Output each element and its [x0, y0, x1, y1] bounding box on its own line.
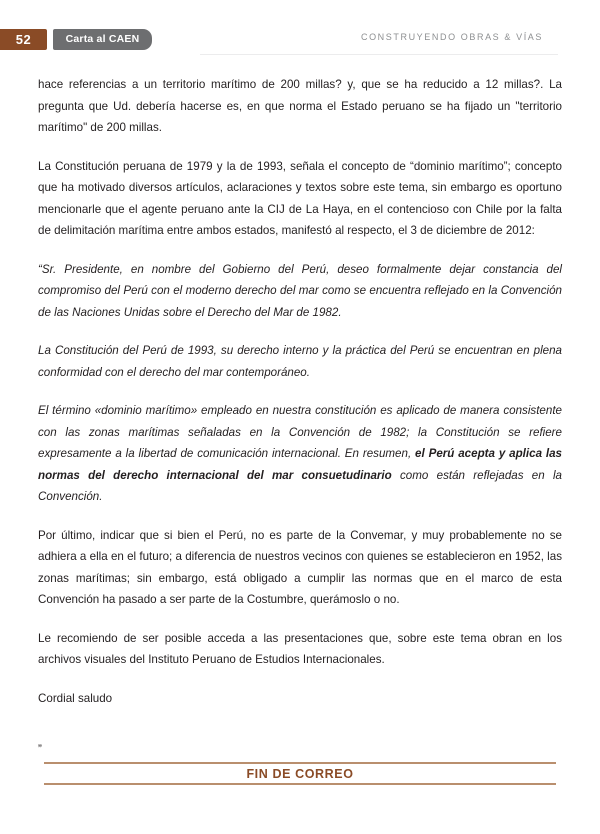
- section-tab: [53, 29, 152, 50]
- page-header: [0, 0, 600, 62]
- page-number-badge: [0, 29, 47, 50]
- paragraph-convemar: Por último, indicar que si bien el Perú, no es parte de la Convemar, y muy probablemente no se adhiera a ella en el futuro; a diferencia de nuestros vecinos con quienes se establecieron en 1952, las zonas marítimas; sin embargo, está obligado a cumplir las normas que en el marco de esta Convención ha pasado a ser parte de la Costumbre, querámoslo o no.: [38, 528, 562, 606]
- footer-rule-bottom: [44, 783, 556, 785]
- quote-3-emphasis: el Perú acepta y aplica las normas del derecho internacional del mar consuetudinario: [38, 447, 562, 482]
- quote-paragraph-2: La Constitución del Perú de 1993, su derecho interno y la práctica del Perú se encuentran en plena conformidad con el derecho del mar contemporáneo.: [38, 344, 562, 379]
- closing-quotation-mark: ”: [38, 743, 42, 756]
- paragraph-continuation: hace referencias a un territorio marítimo de 200 millas? y, que se ha reducido a 12 millas?. La pregunta que Ud. debería hacerse es, en que norma el Estado peruano se ha fijado un "territorio marítimo" de 200 millas.: [38, 78, 562, 134]
- page-number: 52: [15, 32, 32, 47]
- quote-3-text-before: El término «dominio marítimo» empleado en nuestra constitución es aplicado de manera consistente con las zonas marítimas señaladas en la Convención de 1982; la Constitución se refiere expresamente a la libertad de comunicación internacional. En resumen,: [38, 404, 562, 460]
- quote-3-text-after: como están reflejadas en la Convención.: [38, 468, 562, 503]
- footer-label: FIN DE CORREO: [246, 766, 354, 781]
- section-tab-label: Carta al CAEN: [65, 33, 140, 46]
- quote-paragraph-3: [38, 400, 562, 508]
- document-body: [38, 74, 562, 761]
- paragraph-constitucion: La Constitución peruana de 1979 y la de 1993, señala el concepto de “dominio marítimo”; concepto que ha motivado diversos artículos, aclaraciones y textos sobre este tema, sin embargo es oportuno mencionarle que el agente peruano ante la CIJ de La Haya, en el contencioso con Chile por la falta de delimitación marítima entre ambos estados, manifestó al respecto, el 3 de diciembre de 2012:: [38, 159, 562, 237]
- signoff-text: Cordial saludo: [38, 691, 113, 705]
- paragraph-recomendacion: Le recomiendo de ser posible acceda a las presentaciones que, sobre este tema obran en los archivos visuales del Instituto Peruano de Estudios Internacionales.: [38, 631, 562, 666]
- running-title: CONSTRUYENDO OBRAS & VÍAS: [360, 32, 543, 42]
- page-footer: [44, 762, 556, 785]
- quote-paragraph-1: “Sr. Presidente, en nombre del Gobierno del Perú, deseo formalmente dejar constancia del compromiso del Perú con el moderno derecho del mar como se encuentra reflejado en la Convención de las Naciones Unidas sobre el Derecho del Mar de 1982.: [38, 262, 562, 319]
- header-divider: [200, 54, 558, 55]
